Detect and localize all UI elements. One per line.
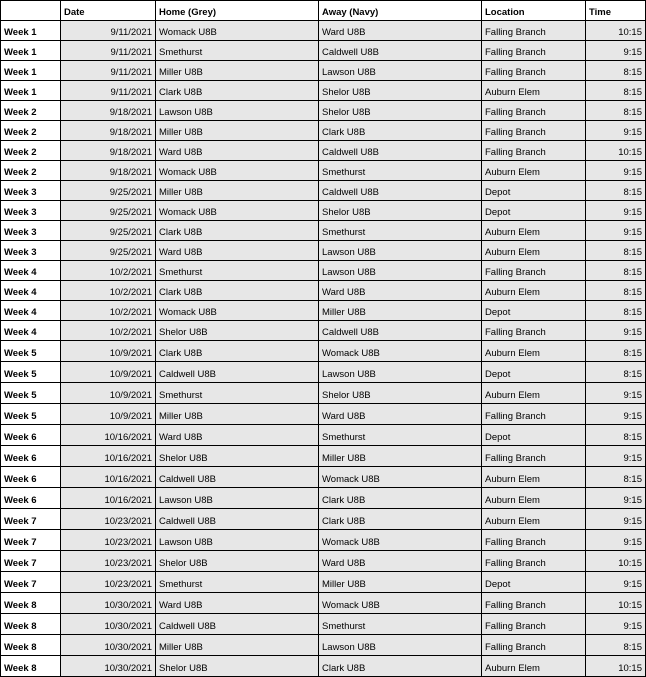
date-cell[interactable]: 10/9/2021	[61, 383, 156, 404]
time-cell[interactable]: 9:15	[586, 201, 646, 221]
location-cell[interactable]: Auburn Elem	[482, 467, 586, 488]
away-team-cell[interactable]: Lawson U8B	[319, 362, 482, 383]
date-cell[interactable]: 9/25/2021	[61, 241, 156, 261]
table-row	[1, 404, 646, 425]
week-cell[interactable]: Week 6	[1, 425, 61, 446]
table-row	[1, 446, 646, 467]
table-row	[1, 656, 646, 677]
location-cell[interactable]: Auburn Elem	[482, 383, 586, 404]
location-cell[interactable]: Auburn Elem	[482, 656, 586, 677]
time-cell[interactable]: 10:15	[586, 141, 646, 161]
table-row	[1, 593, 646, 614]
home-team-cell[interactable]: Shelor U8B	[156, 321, 319, 341]
date-cell[interactable]: 9/11/2021	[61, 61, 156, 81]
time-cell[interactable]: 8:15	[586, 341, 646, 362]
location-cell[interactable]: Falling Branch	[482, 41, 586, 61]
home-team-cell[interactable]: Womack U8B	[156, 201, 319, 221]
time-cell[interactable]: 10:15	[586, 21, 646, 41]
table-row	[1, 181, 646, 201]
location-cell[interactable]: Falling Branch	[482, 614, 586, 635]
away-team-cell[interactable]: Caldwell U8B	[319, 321, 482, 341]
away-team-cell[interactable]: Miller U8B	[319, 572, 482, 593]
date-cell[interactable]: 9/25/2021	[61, 221, 156, 241]
time-cell[interactable]: 8:15	[586, 181, 646, 201]
week-cell[interactable]: Week 2	[1, 101, 61, 121]
week-cell[interactable]: Week 7	[1, 509, 61, 530]
date-cell[interactable]: 10/2/2021	[61, 321, 156, 341]
table-row	[1, 341, 646, 362]
week-cell[interactable]: Week 6	[1, 488, 61, 509]
date-cell[interactable]: 10/16/2021	[61, 467, 156, 488]
home-team-cell[interactable]: Miller U8B	[156, 181, 319, 201]
table-row	[1, 614, 646, 635]
table-row	[1, 241, 646, 261]
header-row	[1, 1, 646, 21]
table-row	[1, 362, 646, 383]
week-cell[interactable]: Week 2	[1, 121, 61, 141]
location-cell[interactable]: Depot	[482, 425, 586, 446]
week-cell[interactable]: Week 5	[1, 404, 61, 425]
week-cell[interactable]: Week 4	[1, 261, 61, 281]
date-cell[interactable]: 10/23/2021	[61, 509, 156, 530]
home-team-cell[interactable]: Smethurst	[156, 572, 319, 593]
table-row	[1, 141, 646, 161]
table-row	[1, 551, 646, 572]
location-cell[interactable]: Falling Branch	[482, 261, 586, 281]
location-cell[interactable]: Depot	[482, 181, 586, 201]
table-row	[1, 41, 646, 61]
week-cell[interactable]: Week 4	[1, 321, 61, 341]
date-cell[interactable]: 9/11/2021	[61, 21, 156, 41]
away-team-cell[interactable]: Clark U8B	[319, 121, 482, 141]
away-team-cell[interactable]: Lawson U8B	[319, 635, 482, 656]
date-cell[interactable]: 10/9/2021	[61, 404, 156, 425]
date-cell[interactable]: 9/11/2021	[61, 81, 156, 101]
home-team-cell[interactable]: Lawson U8B	[156, 530, 319, 551]
away-team-cell[interactable]: Ward U8B	[319, 281, 482, 301]
location-cell[interactable]: Falling Branch	[482, 446, 586, 467]
location-cell[interactable]: Falling Branch	[482, 635, 586, 656]
table-row	[1, 61, 646, 81]
time-cell[interactable]: 8:15	[586, 241, 646, 261]
location-cell[interactable]: Auburn Elem	[482, 509, 586, 530]
date-cell[interactable]: 10/23/2021	[61, 530, 156, 551]
time-cell[interactable]: 8:15	[586, 81, 646, 101]
time-column-header[interactable]: Time	[586, 1, 646, 21]
table-row	[1, 383, 646, 404]
home-team-cell[interactable]: Womack U8B	[156, 301, 319, 321]
date-cell[interactable]: 10/16/2021	[61, 446, 156, 467]
away-team-cell[interactable]: Womack U8B	[319, 593, 482, 614]
date-cell[interactable]: 10/16/2021	[61, 488, 156, 509]
week-cell[interactable]: Week 7	[1, 572, 61, 593]
table-row	[1, 201, 646, 221]
home-team-cell[interactable]: Miller U8B	[156, 61, 319, 81]
location-cell[interactable]: Falling Branch	[482, 21, 586, 41]
away-team-cell[interactable]: Shelor U8B	[319, 81, 482, 101]
week-cell[interactable]: Week 1	[1, 21, 61, 41]
time-cell[interactable]: 8:15	[586, 467, 646, 488]
table-row	[1, 530, 646, 551]
away-team-cell[interactable]: Clark U8B	[319, 509, 482, 530]
week-cell[interactable]: Week 1	[1, 41, 61, 61]
date-cell[interactable]: 10/23/2021	[61, 551, 156, 572]
away-team-cell[interactable]: Smethurst	[319, 221, 482, 241]
home-team-cell[interactable]: Shelor U8B	[156, 656, 319, 677]
location-cell[interactable]: Falling Branch	[482, 593, 586, 614]
date-cell[interactable]: 10/9/2021	[61, 362, 156, 383]
table-row	[1, 488, 646, 509]
time-cell[interactable]: 9:15	[586, 41, 646, 61]
week-cell[interactable]: Week 5	[1, 341, 61, 362]
location-column-header[interactable]: Location	[482, 1, 586, 21]
location-cell[interactable]: Depot	[482, 362, 586, 383]
away-team-cell[interactable]: Smethurst	[319, 425, 482, 446]
home-team-cell[interactable]: Smethurst	[156, 41, 319, 61]
time-cell[interactable]: 9:15	[586, 509, 646, 530]
location-cell[interactable]: Auburn Elem	[482, 81, 586, 101]
away-column-header[interactable]: Away (Navy)	[319, 1, 482, 21]
away-team-cell[interactable]: Smethurst	[319, 614, 482, 635]
home-team-cell[interactable]: Clark U8B	[156, 81, 319, 101]
away-team-cell[interactable]: Caldwell U8B	[319, 181, 482, 201]
time-cell[interactable]: 8:15	[586, 101, 646, 121]
week-cell[interactable]: Week 8	[1, 635, 61, 656]
date-cell[interactable]: 10/2/2021	[61, 281, 156, 301]
location-cell[interactable]: Falling Branch	[482, 141, 586, 161]
location-cell[interactable]: Depot	[482, 301, 586, 321]
time-cell[interactable]: 9:15	[586, 530, 646, 551]
location-cell[interactable]: Falling Branch	[482, 61, 586, 81]
away-team-cell[interactable]: Lawson U8B	[319, 61, 482, 81]
time-cell[interactable]: 9:15	[586, 383, 646, 404]
home-team-cell[interactable]: Lawson U8B	[156, 101, 319, 121]
time-cell[interactable]: 9:15	[586, 221, 646, 241]
week-cell[interactable]: Week 4	[1, 301, 61, 321]
away-team-cell[interactable]: Shelor U8B	[319, 201, 482, 221]
date-cell[interactable]: 9/25/2021	[61, 201, 156, 221]
week-cell[interactable]: Week 8	[1, 593, 61, 614]
home-team-cell[interactable]: Shelor U8B	[156, 551, 319, 572]
home-team-cell[interactable]: Womack U8B	[156, 161, 319, 181]
date-cell[interactable]: 9/18/2021	[61, 101, 156, 121]
location-cell[interactable]: Depot	[482, 201, 586, 221]
table-row	[1, 467, 646, 488]
location-cell[interactable]: Falling Branch	[482, 121, 586, 141]
home-team-cell[interactable]: Caldwell U8B	[156, 509, 319, 530]
home-team-cell[interactable]: Caldwell U8B	[156, 614, 319, 635]
week-cell[interactable]: Week 6	[1, 446, 61, 467]
date-cell[interactable]: 10/30/2021	[61, 593, 156, 614]
table-row	[1, 261, 646, 281]
table-row	[1, 425, 646, 446]
location-cell[interactable]: Depot	[482, 572, 586, 593]
week-cell[interactable]: Week 5	[1, 383, 61, 404]
table-row	[1, 101, 646, 121]
away-team-cell[interactable]: Caldwell U8B	[319, 141, 482, 161]
time-cell[interactable]: 8:15	[586, 281, 646, 301]
home-team-cell[interactable]: Ward U8B	[156, 141, 319, 161]
week-cell[interactable]: Week 3	[1, 181, 61, 201]
away-team-cell[interactable]: Clark U8B	[319, 488, 482, 509]
time-cell[interactable]: 9:15	[586, 404, 646, 425]
date-cell[interactable]: 9/18/2021	[61, 121, 156, 141]
time-cell[interactable]: 8:15	[586, 61, 646, 81]
week-cell[interactable]: Week 1	[1, 81, 61, 101]
away-team-cell[interactable]: Lawson U8B	[319, 241, 482, 261]
home-team-cell[interactable]: Ward U8B	[156, 593, 319, 614]
home-team-cell[interactable]: Womack U8B	[156, 21, 319, 41]
time-cell[interactable]: 10:15	[586, 593, 646, 614]
location-cell[interactable]: Auburn Elem	[482, 241, 586, 261]
time-cell[interactable]: 10:15	[586, 656, 646, 677]
time-cell[interactable]: 8:15	[586, 635, 646, 656]
time-cell[interactable]: 8:15	[586, 261, 646, 281]
location-cell[interactable]: Falling Branch	[482, 404, 586, 425]
away-team-cell[interactable]: Clark U8B	[319, 656, 482, 677]
away-team-cell[interactable]: Ward U8B	[319, 404, 482, 425]
time-cell[interactable]: 9:15	[586, 488, 646, 509]
away-team-cell[interactable]: Womack U8B	[319, 341, 482, 362]
week-cell[interactable]: Week 3	[1, 221, 61, 241]
date-cell[interactable]: 9/18/2021	[61, 161, 156, 181]
week-cell[interactable]: Week 3	[1, 241, 61, 261]
home-team-cell[interactable]: Shelor U8B	[156, 446, 319, 467]
table-row	[1, 21, 646, 41]
date-cell[interactable]: 9/11/2021	[61, 41, 156, 61]
away-team-cell[interactable]: Miller U8B	[319, 446, 482, 467]
week-cell[interactable]: Week 8	[1, 614, 61, 635]
week-cell[interactable]: Week 7	[1, 530, 61, 551]
table-row	[1, 301, 646, 321]
home-team-cell[interactable]: Ward U8B	[156, 241, 319, 261]
week-column-header[interactable]	[1, 1, 61, 21]
week-cell[interactable]: Week 2	[1, 141, 61, 161]
home-team-cell[interactable]: Clark U8B	[156, 221, 319, 241]
home-column-header[interactable]: Home (Grey)	[156, 1, 319, 21]
table-row	[1, 572, 646, 593]
week-cell[interactable]: Week 4	[1, 281, 61, 301]
week-cell[interactable]: Week 6	[1, 467, 61, 488]
date-cell[interactable]: 10/2/2021	[61, 261, 156, 281]
home-team-cell[interactable]: Smethurst	[156, 261, 319, 281]
home-team-cell[interactable]: Caldwell U8B	[156, 467, 319, 488]
home-team-cell[interactable]: Caldwell U8B	[156, 362, 319, 383]
table-row	[1, 281, 646, 301]
time-cell[interactable]: 9:15	[586, 161, 646, 181]
table-row	[1, 121, 646, 141]
time-cell[interactable]: 9:15	[586, 121, 646, 141]
home-team-cell[interactable]: Miller U8B	[156, 121, 319, 141]
home-team-cell[interactable]: Smethurst	[156, 383, 319, 404]
location-cell[interactable]: Auburn Elem	[482, 341, 586, 362]
away-team-cell[interactable]: Womack U8B	[319, 467, 482, 488]
table-row	[1, 81, 646, 101]
away-team-cell[interactable]: Shelor U8B	[319, 101, 482, 121]
location-cell[interactable]: Auburn Elem	[482, 221, 586, 241]
date-cell[interactable]: 9/25/2021	[61, 181, 156, 201]
away-team-cell[interactable]: Ward U8B	[319, 551, 482, 572]
date-cell[interactable]: 10/30/2021	[61, 614, 156, 635]
away-team-cell[interactable]: Caldwell U8B	[319, 41, 482, 61]
date-cell[interactable]: 10/30/2021	[61, 635, 156, 656]
time-cell[interactable]: 8:15	[586, 362, 646, 383]
time-cell[interactable]: 9:15	[586, 321, 646, 341]
date-cell[interactable]: 10/2/2021	[61, 301, 156, 321]
date-cell[interactable]: 10/9/2021	[61, 341, 156, 362]
home-team-cell[interactable]: Lawson U8B	[156, 488, 319, 509]
date-cell[interactable]: 10/23/2021	[61, 572, 156, 593]
location-cell[interactable]: Auburn Elem	[482, 281, 586, 301]
date-cell[interactable]: 10/30/2021	[61, 656, 156, 677]
week-cell[interactable]: Week 2	[1, 161, 61, 181]
time-cell[interactable]: 9:15	[586, 446, 646, 467]
location-cell[interactable]: Falling Branch	[482, 551, 586, 572]
table-row	[1, 321, 646, 341]
date-cell[interactable]: 9/18/2021	[61, 141, 156, 161]
week-cell[interactable]: Week 3	[1, 201, 61, 221]
away-team-cell[interactable]: Smethurst	[319, 161, 482, 181]
away-team-cell[interactable]: Lawson U8B	[319, 261, 482, 281]
week-cell[interactable]: Week 5	[1, 362, 61, 383]
home-team-cell[interactable]: Miller U8B	[156, 404, 319, 425]
location-cell[interactable]: Auburn Elem	[482, 488, 586, 509]
home-team-cell[interactable]: Ward U8B	[156, 425, 319, 446]
away-team-cell[interactable]: Ward U8B	[319, 21, 482, 41]
week-cell[interactable]: Week 7	[1, 551, 61, 572]
away-team-cell[interactable]: Womack U8B	[319, 530, 482, 551]
time-cell[interactable]: 8:15	[586, 425, 646, 446]
time-cell[interactable]: 9:15	[586, 572, 646, 593]
home-team-cell[interactable]: Clark U8B	[156, 341, 319, 362]
location-cell[interactable]: Falling Branch	[482, 101, 586, 121]
table-row	[1, 161, 646, 181]
time-cell[interactable]: 10:15	[586, 551, 646, 572]
location-cell[interactable]: Auburn Elem	[482, 161, 586, 181]
home-team-cell[interactable]: Clark U8B	[156, 281, 319, 301]
location-cell[interactable]: Falling Branch	[482, 530, 586, 551]
table-row	[1, 635, 646, 656]
date-cell[interactable]: 10/16/2021	[61, 425, 156, 446]
location-cell[interactable]: Falling Branch	[482, 321, 586, 341]
week-cell[interactable]: Week 8	[1, 656, 61, 677]
table-row	[1, 509, 646, 530]
date-column-header[interactable]: Date	[61, 1, 156, 21]
away-team-cell[interactable]: Miller U8B	[319, 301, 482, 321]
table-row	[1, 221, 646, 241]
home-team-cell[interactable]: Miller U8B	[156, 635, 319, 656]
away-team-cell[interactable]: Shelor U8B	[319, 383, 482, 404]
time-cell[interactable]: 9:15	[586, 614, 646, 635]
week-cell[interactable]: Week 1	[1, 61, 61, 81]
time-cell[interactable]: 8:15	[586, 301, 646, 321]
